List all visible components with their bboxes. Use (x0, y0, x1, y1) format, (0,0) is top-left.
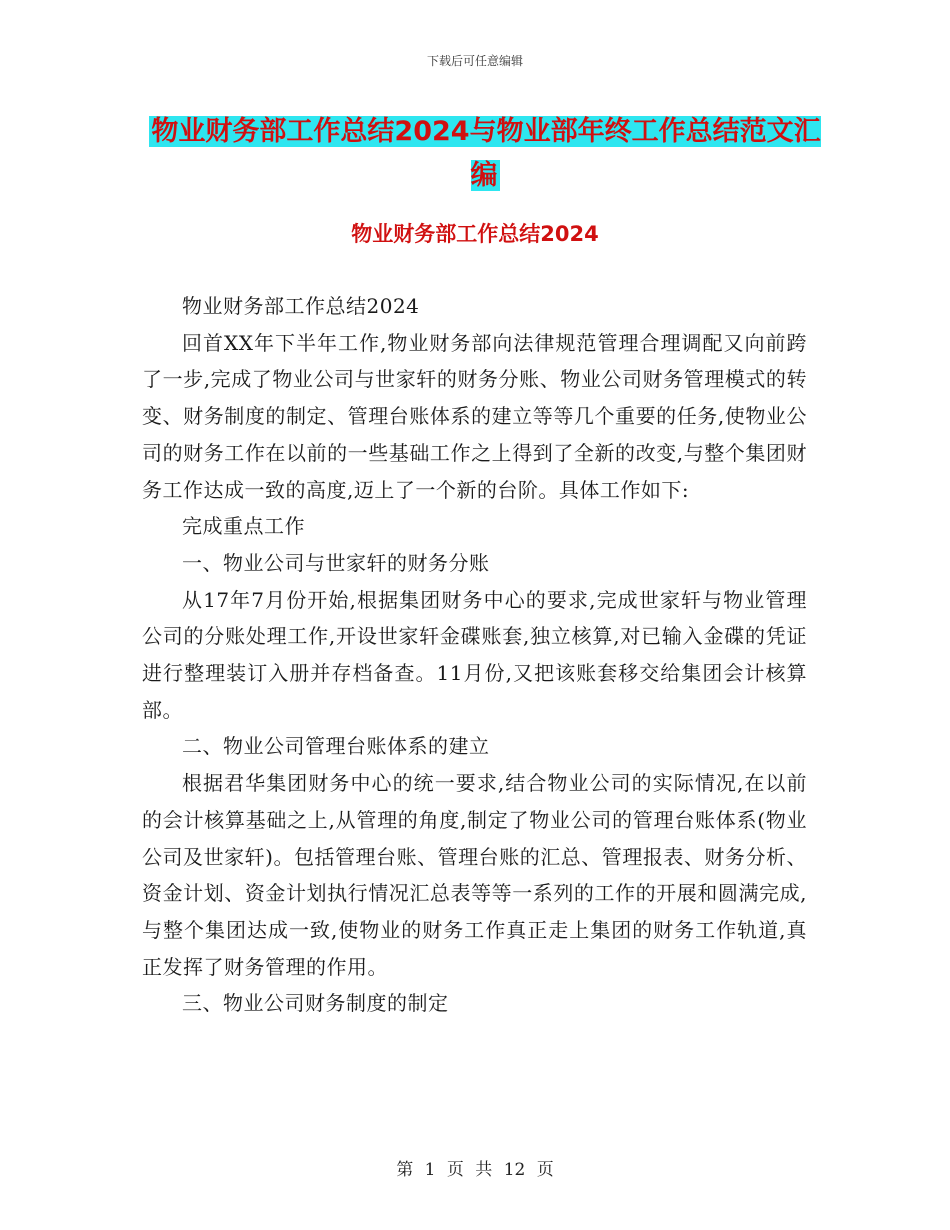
document-body (142, 288, 807, 1022)
paragraph: 回首XX年下半年工作,物业财务部向法律规范管理合理调配又向前跨了一步,完成了物业公司与世家轩的财务分账、物业公司财务管理模式的转变、财务制度的制定、管理台账体系的建立等等几个重要的任务,使物业公司的财务工作在以前的一些基础工作之上得到了全新的改变,与整个集团财务工作达成一致的高度,迈上了一个新的台阶。具体工作如下: (142, 330, 807, 502)
paragraph: 从17年7月份开始,根据集团财务中心的要求,完成世家轩与物业管理公司的分账处理工作,开设世家轩金碟账套,独立核算,对已输入金碟的凭证进行整理装订入册并存档备查。11月份,又把该账套移交给集团会计核算部。 (142, 587, 807, 722)
section-title: 物业财务部工作总结2024 (351, 222, 599, 246)
paragraph: 物业财务部工作总结2024 (182, 294, 420, 318)
paragraph: 一、物业公司与世家轩的财务分账 (182, 550, 490, 575)
paragraph: 完成重点工作 (182, 514, 305, 539)
document-title (140, 110, 830, 198)
header-note: 下载后可任意编辑 (426, 54, 523, 68)
document-title-text: 物业财务部工作总结2024与物业部年终工作总结范文汇编 (151, 116, 821, 191)
page-footer: 第 1 页 共 12 页 (396, 1160, 554, 1180)
paragraph: 二、物业公司管理台账体系的建立 (182, 734, 490, 759)
paragraph: 根据君华集团财务中心的统一要求,结合物业公司的实际情况,在以前的会计核算基础之上,从管理的角度,制定了物业公司的管理台账体系(物业公司及世家轩)。包括管理台账、管理台账的汇总、管理报表、财务分析、资金计划、资金计划执行情况汇总表等等一系列的工作的开展和圆满完成,与整个集团达成一致,使物业的财务工作真正走上集团的财务工作轨道,真正发挥了财务管理的作用。 (142, 771, 807, 979)
paragraph: 三、物业公司财务制度的制定 (182, 991, 449, 1016)
